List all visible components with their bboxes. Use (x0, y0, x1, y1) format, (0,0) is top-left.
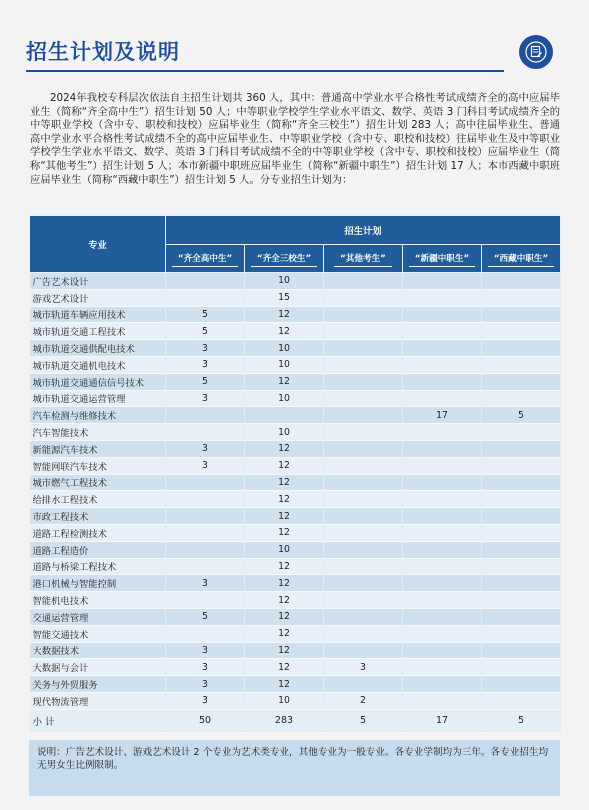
plan-count-cell: 3 (166, 659, 245, 676)
plan-count-cell: 10 (245, 340, 324, 357)
plan-count-cell (403, 558, 482, 575)
plan-count-cell: 3 (166, 692, 245, 709)
plan-count-cell: 12 (245, 440, 324, 457)
plan-count-cell (324, 306, 403, 323)
plan-count-cell (403, 608, 482, 625)
plan-count-cell: 12 (245, 592, 324, 609)
table-row (30, 592, 561, 609)
major-name-cell: 智能交通技术 (30, 625, 166, 642)
plan-count-cell (482, 524, 561, 541)
major-name-cell: 广告艺术设计 (30, 273, 166, 290)
major-name-cell: 汽车智能技术 (30, 424, 166, 441)
plan-count-cell (324, 491, 403, 508)
plan-count-cell (403, 390, 482, 407)
plan-count-cell (166, 541, 245, 558)
plan-count-cell: 12 (245, 491, 324, 508)
plan-count-cell (245, 407, 324, 424)
table-row (30, 474, 561, 491)
plan-count-cell: 5 (482, 407, 561, 424)
plan-count-cell (482, 424, 561, 441)
plan-count-cell (166, 424, 245, 441)
enrollment-plan-table (29, 215, 561, 733)
plan-count-cell (482, 541, 561, 558)
plan-count-cell: 12 (245, 306, 324, 323)
plan-count-cell (324, 407, 403, 424)
major-name-cell: 游戏艺术设计 (30, 289, 166, 306)
plan-count-cell (482, 659, 561, 676)
major-name-cell: 智能机电技术 (30, 592, 166, 609)
plan-count-cell (482, 575, 561, 592)
table-row (30, 323, 561, 340)
major-name-cell: 关务与外贸服务 (30, 676, 166, 693)
major-name-cell: 现代物流管理 (30, 692, 166, 709)
subheader-gaozhong: “齐全高中生” (166, 245, 245, 273)
major-name-cell: 城市轨道交通供配电技术 (30, 340, 166, 357)
header-plan: 招生计划 (166, 216, 561, 245)
plan-count-cell (324, 457, 403, 474)
table-row (30, 289, 561, 306)
plan-count-cell (403, 373, 482, 390)
plan-count-cell (482, 289, 561, 306)
plan-count-cell (403, 524, 482, 541)
table-row (30, 692, 561, 709)
plan-count-cell (324, 323, 403, 340)
plan-count-cell: 12 (245, 524, 324, 541)
plan-count-cell: 12 (245, 625, 324, 642)
subheader-xizang: “西藏中职生” (482, 245, 561, 273)
total-cell: 5 (324, 709, 403, 732)
plan-count-cell: 12 (245, 474, 324, 491)
major-name-cell: 道路工程造价 (30, 541, 166, 558)
plan-count-cell: 12 (245, 373, 324, 390)
plan-count-cell (403, 642, 482, 659)
plan-count-cell (166, 289, 245, 306)
plan-count-cell: 3 (166, 457, 245, 474)
plan-count-cell: 10 (245, 390, 324, 407)
plan-count-cell (482, 373, 561, 390)
plan-count-cell (166, 273, 245, 290)
major-name-cell: 城市轨道交通通信信号技术 (30, 373, 166, 390)
plan-count-cell (403, 457, 482, 474)
major-name-cell: 城市燃气工程技术 (30, 474, 166, 491)
plan-count-cell (403, 508, 482, 525)
major-name-cell: 道路工程检测技术 (30, 524, 166, 541)
header-major: 专业 (30, 216, 166, 273)
plan-count-cell (403, 541, 482, 558)
plan-count-cell: 10 (245, 692, 324, 709)
table-row (30, 373, 561, 390)
plan-count-cell (403, 424, 482, 441)
plan-count-cell (482, 608, 561, 625)
plan-count-cell (482, 592, 561, 609)
plan-count-cell (324, 440, 403, 457)
plan-count-cell (324, 541, 403, 558)
plan-count-cell: 3 (166, 676, 245, 693)
plan-count-cell (166, 474, 245, 491)
plan-count-cell (166, 491, 245, 508)
plan-count-cell: 12 (245, 676, 324, 693)
plan-count-cell (403, 306, 482, 323)
plan-count-cell: 12 (245, 659, 324, 676)
major-name-cell: 新能源汽车技术 (30, 440, 166, 457)
table-row (30, 608, 561, 625)
page-header (0, 28, 589, 78)
plan-count-cell: 12 (245, 457, 324, 474)
plan-count-cell (324, 608, 403, 625)
major-name-cell: 汽车检测与维修技术 (30, 407, 166, 424)
plan-count-cell: 12 (245, 508, 324, 525)
plan-count-cell (166, 508, 245, 525)
major-name-cell: 城市轨道交通工程技术 (30, 323, 166, 340)
document-pen-icon (519, 35, 553, 69)
plan-count-cell: 12 (245, 608, 324, 625)
table-row (30, 558, 561, 575)
major-name-cell: 港口机械与智能控制 (30, 575, 166, 592)
plan-count-cell (403, 592, 482, 609)
subheader-sanxiao: “齐全三校生” (245, 245, 324, 273)
subheader-other: “其他考生” (324, 245, 403, 273)
total-cell: 50 (166, 709, 245, 732)
table-row (30, 440, 561, 457)
table-row (30, 508, 561, 525)
table-row (30, 457, 561, 474)
intro-paragraph: 2024年我校专科层次依法自主招生计划共 360 人，其中：普通高中学业水平合格性考试成绩齐全的高中应届毕业生（简称“齐全高中生”）招生计划 50 人；中等职业学校学生学业水平语文、数学、英语 3 门科目考试成绩齐全的中等职业学校（含中专、职校和技校）应届毕业生（简称“齐全三校生”）招生计划 283 人；高中往届毕业生、普通高中学业水平合格性考试成绩不全的高中应届毕业生、中等职业学校（含中专、职校和技校）往届毕业生及中等职业学校学生学业水平语文、数学、英语 3 门科目考试成绩不全的中等职业学校（含中专、职校和技校）应届毕业生（简称“其他考生”）招生计划 5 人；本市新疆中职班应届毕业生（简称“新疆中职生”）招生计划 17 人；本市西藏中职班应届毕业生（简称“西藏中职生”）招生计划 5 人。分专业招生计划为： (30, 92, 560, 186)
table-row (30, 424, 561, 441)
plan-count-cell (166, 592, 245, 609)
plan-count-cell: 10 (245, 273, 324, 290)
plan-count-cell (403, 575, 482, 592)
plan-count-cell (403, 440, 482, 457)
plan-count-cell: 15 (245, 289, 324, 306)
plan-count-cell: 10 (245, 424, 324, 441)
plan-count-cell (324, 273, 403, 290)
table-row (30, 625, 561, 642)
total-label: 小 计 (30, 709, 166, 732)
table-row (30, 340, 561, 357)
plan-count-cell: 12 (245, 575, 324, 592)
plan-count-cell: 10 (245, 541, 324, 558)
plan-count-cell (482, 356, 561, 373)
plan-count-cell (166, 625, 245, 642)
plan-count-cell: 12 (245, 323, 324, 340)
plan-count-cell (324, 508, 403, 525)
plan-count-cell (166, 558, 245, 575)
plan-count-cell (482, 692, 561, 709)
plan-count-cell (403, 289, 482, 306)
plan-count-cell (324, 575, 403, 592)
plan-count-cell: 3 (166, 642, 245, 659)
major-name-cell: 给排水工程技术 (30, 491, 166, 508)
plan-count-cell (324, 524, 403, 541)
plan-count-cell (482, 306, 561, 323)
plan-count-cell (324, 676, 403, 693)
plan-count-cell (324, 625, 403, 642)
plan-count-cell: 3 (324, 659, 403, 676)
title-underline (26, 70, 504, 72)
plan-count-cell (482, 676, 561, 693)
plan-count-cell (403, 692, 482, 709)
plan-count-cell (403, 273, 482, 290)
table-row (30, 273, 561, 290)
table-row (30, 390, 561, 407)
subheader-xinjiang: “新疆中职生” (403, 245, 482, 273)
plan-count-cell (403, 323, 482, 340)
plan-count-cell (324, 474, 403, 491)
plan-count-cell (324, 642, 403, 659)
major-name-cell: 大数据技术 (30, 642, 166, 659)
table-row (30, 541, 561, 558)
table-body (30, 273, 561, 710)
major-name-cell: 智能网联汽车技术 (30, 457, 166, 474)
plan-count-cell (324, 340, 403, 357)
plan-count-cell (403, 356, 482, 373)
table-row (30, 356, 561, 373)
total-cell: 5 (482, 709, 561, 732)
major-name-cell: 城市轨道交通运营管理 (30, 390, 166, 407)
plan-count-cell: 3 (166, 575, 245, 592)
plan-count-cell (403, 340, 482, 357)
table-row (30, 407, 561, 424)
plan-count-cell: 3 (166, 340, 245, 357)
major-name-cell: 市政工程技术 (30, 508, 166, 525)
table-row (30, 642, 561, 659)
plan-count-cell: 3 (166, 356, 245, 373)
plan-count-cell (324, 289, 403, 306)
note-box: 说明：广告艺术设计、游戏艺术设计 2 个专业为艺术类专业，其他专业为一般专业。各专业学制均为三年。各专业招生均无男女生比例限制。 (29, 740, 560, 796)
plan-count-cell (482, 642, 561, 659)
plan-count-cell (482, 558, 561, 575)
plan-count-cell (482, 491, 561, 508)
plan-count-cell (403, 625, 482, 642)
plan-count-cell (324, 424, 403, 441)
plan-count-cell: 3 (166, 440, 245, 457)
table-row (30, 491, 561, 508)
plan-count-cell (324, 390, 403, 407)
table-row (30, 659, 561, 676)
plan-count-cell (324, 558, 403, 575)
plan-count-cell (482, 625, 561, 642)
plan-count-cell (482, 457, 561, 474)
plan-count-cell: 17 (403, 407, 482, 424)
plan-count-cell (324, 373, 403, 390)
plan-count-cell: 3 (166, 390, 245, 407)
plan-count-cell: 12 (245, 642, 324, 659)
plan-count-cell: 5 (166, 608, 245, 625)
plan-count-cell (403, 491, 482, 508)
major-name-cell: 交通运营管理 (30, 608, 166, 625)
plan-count-cell (482, 508, 561, 525)
major-name-cell: 城市轨道交通机电技术 (30, 356, 166, 373)
plan-count-cell (403, 659, 482, 676)
plan-count-cell (482, 323, 561, 340)
plan-count-cell (166, 524, 245, 541)
major-name-cell: 道路与桥梁工程技术 (30, 558, 166, 575)
plan-count-cell (482, 340, 561, 357)
major-name-cell: 大数据与会计 (30, 659, 166, 676)
total-cell: 17 (403, 709, 482, 732)
plan-count-cell: 5 (166, 373, 245, 390)
plan-count-cell (482, 390, 561, 407)
plan-count-cell (403, 676, 482, 693)
plan-count-cell (482, 273, 561, 290)
plan-count-cell: 12 (245, 558, 324, 575)
plan-count-cell (482, 440, 561, 457)
plan-count-cell (324, 592, 403, 609)
plan-count-cell: 10 (245, 356, 324, 373)
plan-count-cell (324, 356, 403, 373)
total-row (30, 709, 561, 732)
plan-count-cell (403, 474, 482, 491)
table-row (30, 676, 561, 693)
plan-count-cell (166, 407, 245, 424)
plan-count-cell: 5 (166, 306, 245, 323)
major-name-cell: 城市轨道车辆应用技术 (30, 306, 166, 323)
table-row (30, 306, 561, 323)
plan-count-cell (482, 474, 561, 491)
plan-count-cell: 5 (166, 323, 245, 340)
page-title: 招生计划及说明 (26, 40, 180, 64)
table-row (30, 524, 561, 541)
plan-count-cell: 2 (324, 692, 403, 709)
table-row (30, 575, 561, 592)
total-cell: 283 (245, 709, 324, 732)
